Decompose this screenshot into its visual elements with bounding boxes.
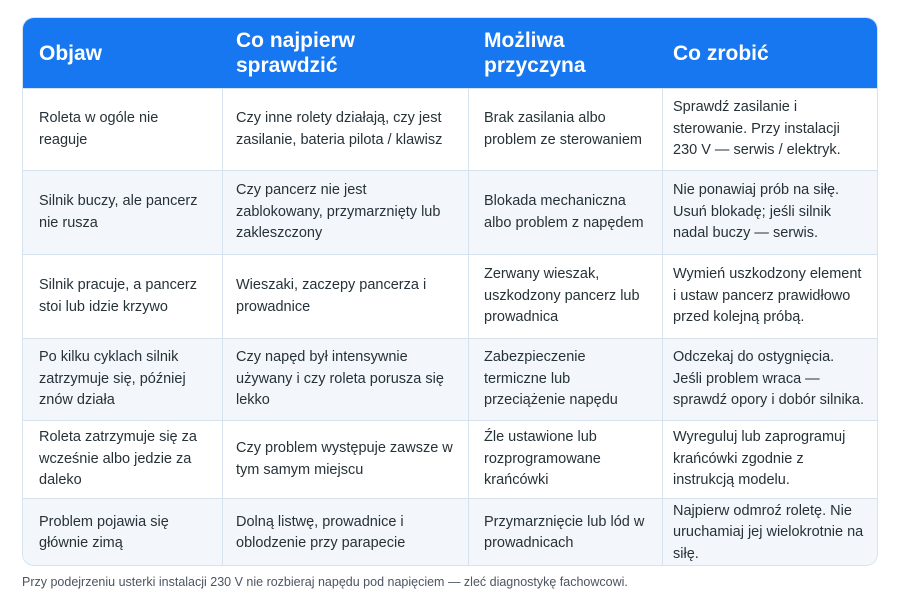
header-co-najpierw-sprawdzic: Co najpierw sprawdzić bbox=[223, 18, 469, 88]
table-cell-action: Wyreguluj lub zaprogramuj krańcówki zgodnie z instrukcją modelu. bbox=[663, 420, 878, 498]
table-cell-symptom: Roleta w ogóle nie reaguje bbox=[23, 88, 223, 170]
table-cell-cause: Brak zasilania albo problem ze sterowaniem bbox=[469, 88, 663, 170]
table-grid bbox=[23, 18, 877, 565]
table-cell-check: Czy inne rolety działają, czy jest zasilanie, bateria pilota / klawisz bbox=[223, 88, 469, 170]
table-cell-cause: Zerwany wieszak, uszkodzony pancerz lub prowadnica bbox=[469, 254, 663, 338]
table-cell-check: Czy problem występuje zawsze w tym samym miejscu bbox=[223, 420, 469, 498]
header-co-zrobic: Co zrobić bbox=[663, 18, 878, 88]
footnote: Przy podejrzeniu usterki instalacji 230 V nie rozbieraj napędu pod napięciem — zleć diagnostykę fachowcowi. bbox=[22, 575, 628, 589]
table-cell-action: Wymień uszkodzony element i ustaw pancerz prawidłowo przed kolejną próbą. bbox=[663, 254, 878, 338]
table-cell-cause: Źle ustawione lub rozprogramowane krańcówki bbox=[469, 420, 663, 498]
table-cell-check: Dolną listwę, prowadnice i oblodzenie przy parapecie bbox=[223, 498, 469, 566]
table-cell-symptom: Silnik buczy, ale pancerz nie rusza bbox=[23, 170, 223, 254]
table-cell-symptom: Silnik pracuje, a pancerz stoi lub idzie krzywo bbox=[23, 254, 223, 338]
table-cell-cause: Blokada mechaniczna albo problem z napędem bbox=[469, 170, 663, 254]
table-cell-cause: Zabezpieczenie termiczne lub przeciążenie napędu bbox=[469, 338, 663, 420]
table-cell-action: Najpierw odmroź roletę. Nie uruchamiaj jej wielokrotnie na siłę. bbox=[663, 498, 878, 566]
troubleshooting-table bbox=[22, 17, 878, 566]
table-cell-action: Nie ponawiaj prób na siłę. Usuń blokadę; jeśli silnik nadal buczy — serwis. bbox=[663, 170, 878, 254]
table-cell-check: Wieszaki, zaczepy pancerza i prowadnice bbox=[223, 254, 469, 338]
table-cell-cause: Przymarznięcie lub lód w prowadnicach bbox=[469, 498, 663, 566]
table-cell-symptom: Problem pojawia się głównie zimą bbox=[23, 498, 223, 566]
table-cell-action: Odczekaj do ostygnięcia. Jeśli problem wraca — sprawdź opory i dobór silnika. bbox=[663, 338, 878, 420]
table-cell-check: Czy pancerz nie jest zablokowany, przymarznięty lub zakleszczony bbox=[223, 170, 469, 254]
table-cell-check: Czy napęd był intensywnie używany i czy roleta porusza się lekko bbox=[223, 338, 469, 420]
header-mozliwa-przyczyna: Możliwa przyczyna bbox=[469, 18, 663, 88]
header-objaw: Objaw bbox=[23, 18, 223, 88]
table-cell-symptom: Roleta zatrzymuje się za wcześnie albo jedzie za daleko bbox=[23, 420, 223, 498]
table-cell-action: Sprawdź zasilanie i sterowanie. Przy instalacji 230 V — serwis / elektryk. bbox=[663, 88, 878, 170]
table-cell-symptom: Po kilku cyklach silnik zatrzymuje się, później znów działa bbox=[23, 338, 223, 420]
